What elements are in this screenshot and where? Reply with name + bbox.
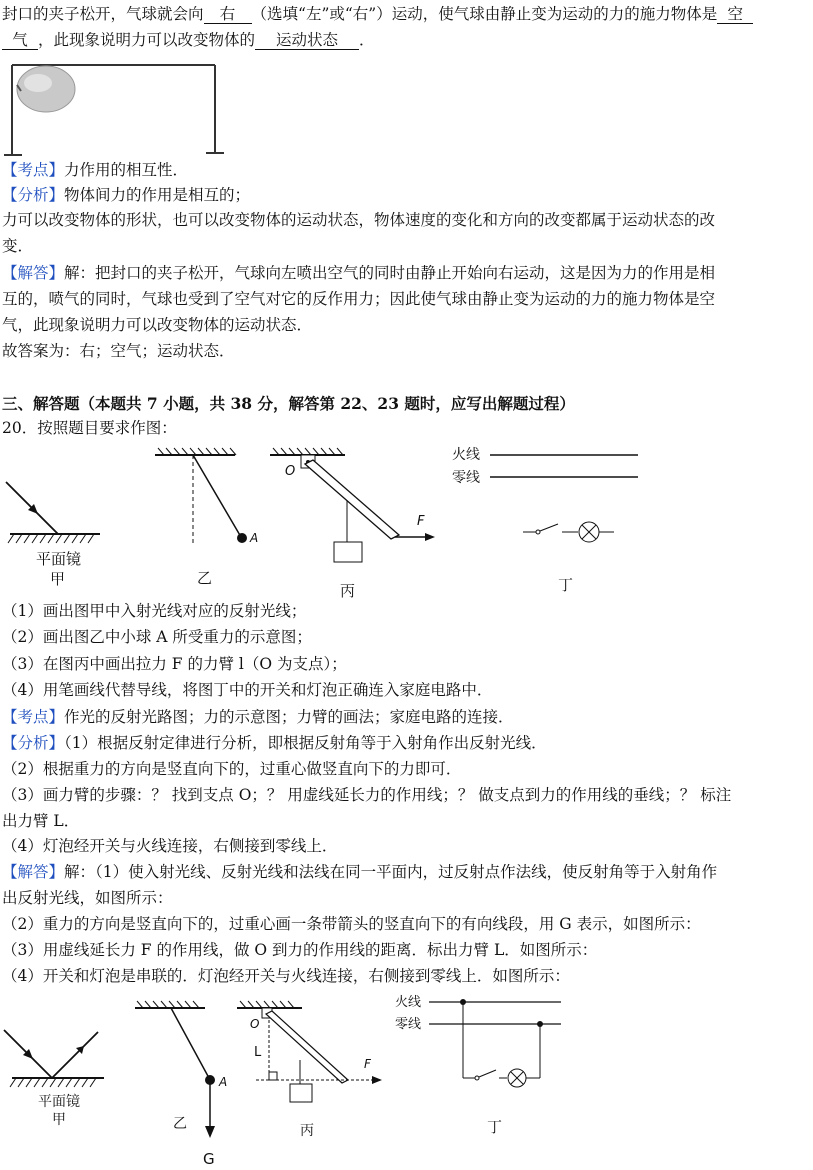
q19-stem-a: 封口的夹子松开，气球就会向 <box>2 5 204 23</box>
q20-fenxi-line3: （3）画力臂的步骤：？ 找到支点 O；？ 用虚线延长力的作用线；？ 做支点到力的作用线的垂线；？ 标注 <box>2 786 732 804</box>
q19-kaodian: 【考点】力作用的相互性． <box>2 161 189 179</box>
q19-stem-b: （选填“左”或“右”）运动，使气球由静止变为运动的力的施力物体是 <box>251 5 718 23</box>
label-jia: 甲 <box>50 570 66 588</box>
q19-answer: 故答案为：右；空气；运动状态． <box>2 342 235 360</box>
kaodian-tag: 【考点】 <box>2 161 65 179</box>
label-a: A <box>250 531 259 545</box>
label-yi: 乙 <box>173 1116 187 1132</box>
label-neutral-wire: 零线 <box>395 1017 422 1032</box>
q20-item-3: （3）在图丙中画出拉力 F 的力臂 l（O 为支点）； <box>2 655 347 673</box>
q19-stem-c: ，此现象说明力可以改变物体的 <box>38 31 256 49</box>
label-ding: 丁 <box>487 1118 503 1136</box>
label-o: O <box>285 464 296 479</box>
ball-a <box>205 1075 215 1085</box>
q19-line2 <box>2 30 375 50</box>
q20-jieda-line3: （2）重力的方向是竖直向下的，过重心画一条带箭头的竖直向下的有向线段，用 G 表示，如图所示： <box>2 915 701 933</box>
q20-item-2: （2）画出图乙中小球 A 所受重力的示意图； <box>2 628 312 646</box>
q19-blank-2a: 空 <box>717 6 753 24</box>
reflected-ray <box>52 1032 98 1078</box>
label-neutral-wire: 零线 <box>452 470 480 486</box>
q20-item-1: （1）画出图甲中入射光线对应的反射光线； <box>2 602 307 620</box>
q19-blank-3: 运动状态 <box>255 32 359 50</box>
kaodian-tag: 【考点】 <box>2 708 65 726</box>
balloon-figure <box>0 55 230 160</box>
label-mirror: 平面镜 <box>36 550 82 568</box>
q20-jieda-line4: （3）用虚线延长力 F 的作用线，做 O 到力的作用线的距离．标出力臂 L．如图所示： <box>2 941 598 959</box>
switch <box>540 524 558 531</box>
jieda-tag: 【解答】 <box>2 863 65 881</box>
label-f: F <box>417 514 425 529</box>
q20-fenxi-line4: 出力臂 L． <box>2 812 80 830</box>
label-f: F <box>364 1057 371 1071</box>
label-yi: 乙 <box>197 569 213 587</box>
q20-jieda: 【解答】解：（1）使入射光线、反射光线和法线在同一平面内，过反射点作法线，使反射角等于入射角作 <box>2 863 718 881</box>
label-mirror: 平面镜 <box>38 1094 80 1110</box>
figure-ding <box>450 440 650 600</box>
q19-stem-d: ． <box>359 31 375 49</box>
jieda-tag: 【解答】 <box>2 264 65 282</box>
q20-fenxi: 【分析】（1）根据反射定律进行分析，即根据反射角等于入射角作出反射光线． <box>2 734 547 752</box>
lever <box>266 1011 348 1083</box>
lever <box>305 460 399 539</box>
figure-jia <box>0 470 125 590</box>
label-ding: 丁 <box>558 576 574 594</box>
q19-fenxi-line3: 变． <box>2 237 34 255</box>
label-o: O <box>250 1017 260 1031</box>
q19-jieda: 【解答】解：把封口的夹子松开，气球向左喷出空气的同时由静止开始向右运动，这是因为力的作用是相 <box>2 264 716 282</box>
q19-line1 <box>2 4 753 24</box>
answer-figure-bing <box>232 1000 392 1145</box>
section-heading: 三、解答题（本题共 7 小题，共 38 分，解答第 22、23 题时，应写出解题过程） <box>2 394 575 413</box>
q20-fenxi-line5: （4）灯泡经开关与火线连接，右侧接到零线上． <box>2 837 338 855</box>
label-a: A <box>219 1075 228 1089</box>
weight <box>334 542 362 562</box>
label-bing: 丙 <box>300 1123 314 1139</box>
weight <box>290 1084 312 1102</box>
label-g: G <box>203 1150 215 1168</box>
answer-figure-ding <box>393 990 568 1140</box>
label-l: L <box>254 1045 262 1060</box>
figure-yi <box>150 445 260 590</box>
label-live-wire: 火线 <box>395 995 422 1010</box>
figure-bing <box>265 445 445 600</box>
q20-kaodian: 【考点】作光的反射光路图；力的示意图；力臂的画法；家庭电路的连接． <box>2 708 514 726</box>
answer-figure-yi <box>125 1000 240 1170</box>
label-jia: 甲 <box>52 1112 66 1128</box>
q19-jieda-line3: 气，此现象说明力可以改变物体的运动状态． <box>2 316 313 334</box>
answer-figure-jia <box>0 1020 120 1135</box>
fenxi-tag: 【分析】 <box>2 186 65 204</box>
label-live-wire: 火线 <box>452 447 480 463</box>
q19-jieda-line2: 互的，喷气的同时，气球也受到了空气对它的反作用力；因此使气球由静止变为运动的力的施力物体是空 <box>2 290 716 308</box>
q19-blank-2b: 气 <box>2 32 38 50</box>
switch <box>479 1070 496 1077</box>
q20-jieda-line2: 出反射光线，如图所示： <box>2 889 173 907</box>
ball-a <box>237 533 247 543</box>
q20-fenxi-line2: （2）根据重力的方向是竖直向下的，过重心做竖直向下的力即可． <box>2 760 462 778</box>
label-bing: 丙 <box>340 582 356 600</box>
q19-blank-1: 右 <box>204 6 252 24</box>
q19-fenxi-line2: 力可以改变物体的形状，也可以改变物体的运动状态，物体速度的变化和方向的改变都属于运动状态的改 <box>2 211 716 229</box>
fenxi-tag: 【分析】 <box>2 734 65 752</box>
q20-stem: 20．按照题目要求作图： <box>2 419 177 437</box>
q20-jieda-line5: （4）开关和灯泡是串联的．灯泡经开关与火线连接，右侧接到零线上．如图所示： <box>2 967 570 985</box>
q19-fenxi: 【分析】物体间力的作用是相互的； <box>2 186 251 204</box>
q20-item-4: （4）用笔画线代替导线，将图丁中的开关和灯泡正确连入家庭电路中． <box>2 681 493 699</box>
